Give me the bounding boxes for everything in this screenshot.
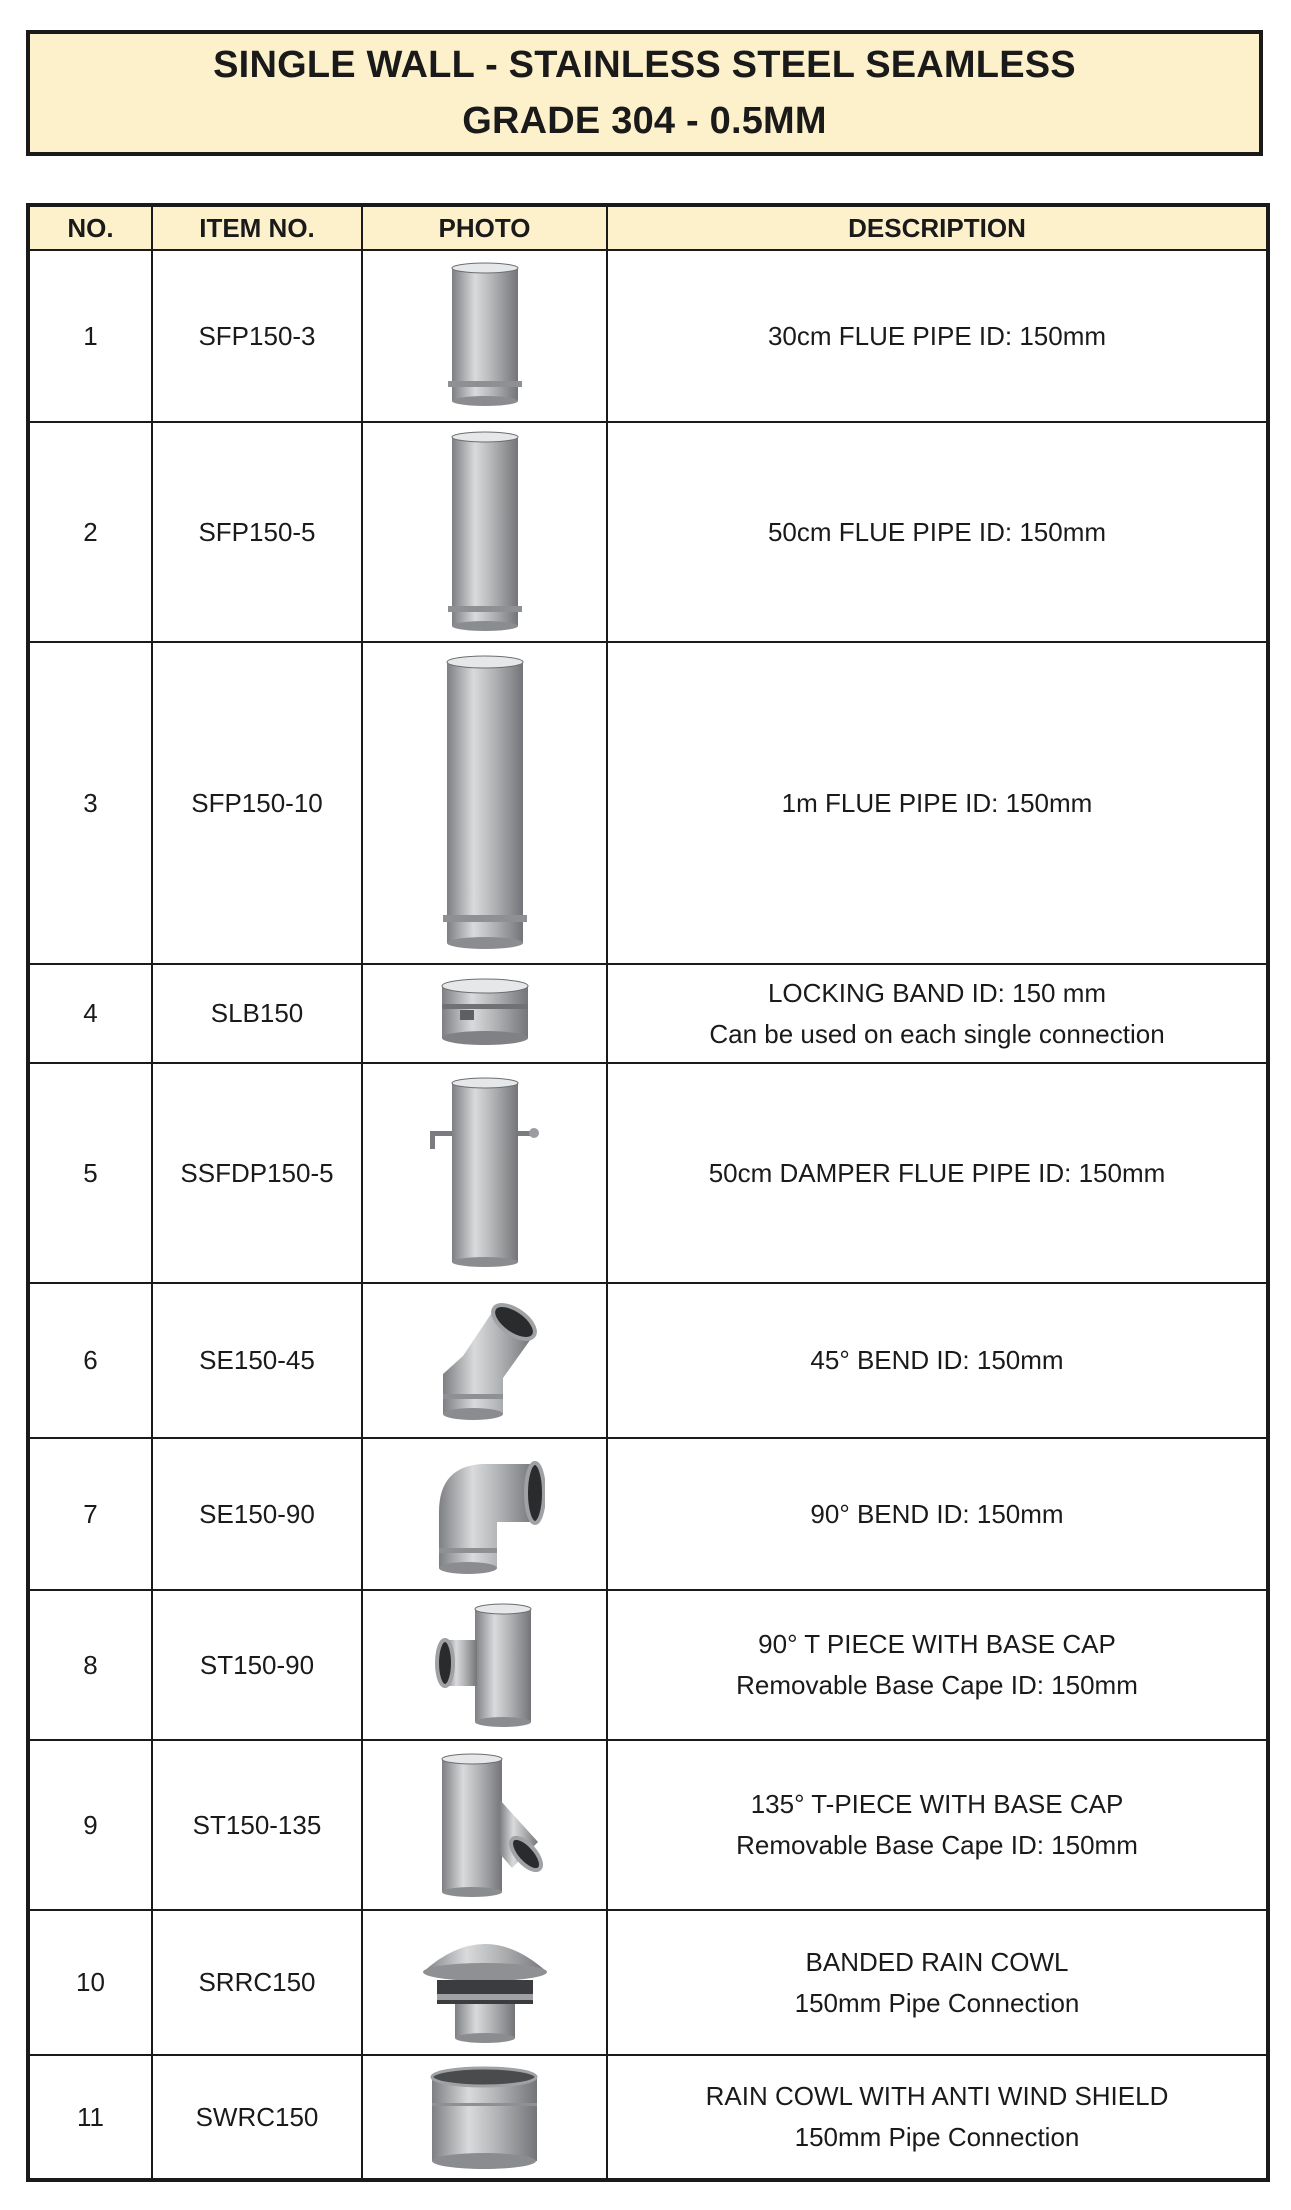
description-line: Can be used on each single connection — [709, 1018, 1165, 1049]
locking-band-icon — [430, 974, 540, 1054]
catalog-title-box — [26, 30, 1263, 156]
row-item-no: SE150-45 — [152, 1283, 362, 1438]
description-line: 150mm Pipe Connection — [794, 1987, 1080, 2018]
pipe-long-icon — [435, 653, 535, 953]
row-no: 4 — [28, 964, 152, 1063]
description-line: 50cm DAMPER FLUE PIPE ID: 150mm — [708, 1157, 1166, 1188]
row-no: 7 — [28, 1438, 152, 1590]
header-description: DESCRIPTION — [607, 205, 1268, 250]
row-no: 2 — [28, 422, 152, 642]
description-line: 90° BEND ID: 150mm — [810, 1498, 1064, 1529]
table-row — [28, 1740, 1268, 1910]
row-description — [607, 2055, 1268, 2180]
row-item-no: ST150-90 — [152, 1590, 362, 1740]
header-no: NO. — [28, 205, 152, 250]
table-row — [28, 964, 1268, 1063]
row-description — [607, 422, 1268, 642]
pipe-short-icon — [440, 261, 530, 411]
damper-pipe-icon — [420, 1076, 550, 1271]
row-photo — [362, 1063, 607, 1283]
table-row — [28, 642, 1268, 964]
table-row — [28, 1438, 1268, 1590]
row-description — [607, 1740, 1268, 1910]
table-row — [28, 2055, 1268, 2180]
t-piece-135-icon — [420, 1750, 550, 1900]
description-line: 135° T-PIECE WITH BASE CAP — [750, 1789, 1124, 1819]
description-line: LOCKING BAND ID: 150 mm — [767, 977, 1107, 1008]
row-item-no: SRRC150 — [152, 1910, 362, 2055]
bend-45-icon — [425, 1296, 545, 1426]
description-line: BANDED RAIN COWL — [805, 1946, 1069, 1977]
row-no: 5 — [28, 1063, 152, 1283]
row-description — [607, 1438, 1268, 1590]
description-line: 50cm FLUE PIPE ID: 150mm — [767, 516, 1107, 547]
row-item-no: SLB150 — [152, 964, 362, 1063]
row-photo — [362, 1590, 607, 1740]
description-line: Removable Base Cape ID: 150mm — [736, 1670, 1138, 1700]
row-photo — [362, 964, 607, 1063]
row-no: 3 — [28, 642, 152, 964]
description-line: 45° BEND ID: 150mm — [810, 1345, 1064, 1375]
row-description — [607, 964, 1268, 1063]
row-description — [607, 1283, 1268, 1438]
row-description — [607, 1910, 1268, 2055]
row-item-no: SFP150-10 — [152, 642, 362, 964]
row-photo — [362, 1438, 607, 1590]
description-line: 1m FLUE PIPE ID: 150mm — [781, 787, 1093, 818]
catalog-title-line-2: GRADE 304 - 0.5MM — [462, 100, 827, 142]
rain-cowl-icon — [415, 1920, 555, 2045]
pipe-medium-icon — [440, 430, 530, 635]
row-photo — [362, 250, 607, 422]
row-item-no: SWRC150 — [152, 2055, 362, 2180]
row-no: 6 — [28, 1283, 152, 1438]
description-line: 150mm Pipe Connection — [794, 2122, 1080, 2152]
row-description — [607, 1063, 1268, 1283]
row-photo — [362, 1910, 607, 2055]
row-photo — [362, 642, 607, 964]
row-item-no: SSFDP150-5 — [152, 1063, 362, 1283]
row-item-no: SFP150-5 — [152, 422, 362, 642]
row-photo — [362, 1283, 607, 1438]
t-piece-90-icon — [425, 1600, 545, 1730]
row-no: 10 — [28, 1910, 152, 2055]
row-photo — [362, 2055, 607, 2180]
wind-shield-cowl-icon — [422, 2063, 547, 2171]
row-description — [607, 1590, 1268, 1740]
table-row — [28, 1283, 1268, 1438]
row-no: 8 — [28, 1590, 152, 1740]
row-photo — [362, 422, 607, 642]
table-row — [28, 1910, 1268, 2055]
row-item-no: SE150-90 — [152, 1438, 362, 1590]
header-photo: PHOTO — [362, 205, 607, 250]
row-no: 1 — [28, 250, 152, 422]
product-table — [26, 203, 1270, 2182]
row-description — [607, 250, 1268, 422]
table-row — [28, 1063, 1268, 1283]
description-line: 30cm FLUE PIPE ID: 150mm — [767, 320, 1107, 351]
row-photo — [362, 1740, 607, 1910]
row-no: 11 — [28, 2055, 152, 2180]
description-line: Removable Base Cape ID: 150mm — [736, 1830, 1138, 1860]
row-item-no: SFP150-3 — [152, 250, 362, 422]
row-item-no: ST150-135 — [152, 1740, 362, 1910]
row-no: 9 — [28, 1740, 152, 1910]
table-header-row — [28, 205, 1268, 250]
catalog-title-line-1: SINGLE WALL - STAINLESS STEEL SEAMLESS — [213, 44, 1076, 86]
header-item-no: ITEM NO. — [152, 205, 362, 250]
description-line: 90° T PIECE WITH BASE CAP — [758, 1629, 1116, 1659]
table-row — [28, 422, 1268, 642]
row-description — [607, 642, 1268, 964]
table-row — [28, 1590, 1268, 1740]
bend-90-icon — [425, 1452, 545, 1577]
description-line: RAIN COWL WITH ANTI WIND SHIELD — [705, 2081, 1169, 2111]
table-row — [28, 250, 1268, 422]
